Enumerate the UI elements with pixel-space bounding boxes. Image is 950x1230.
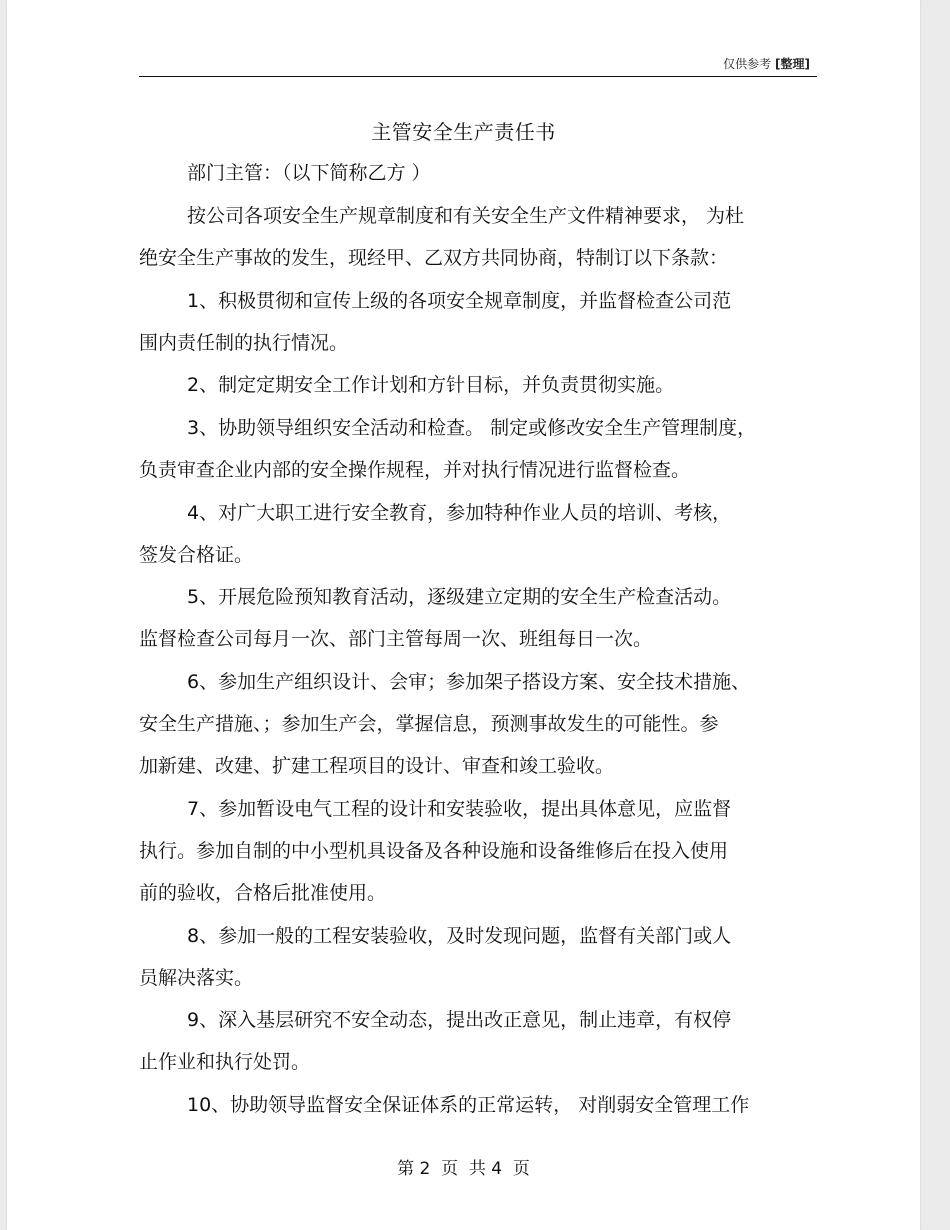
body-line: 4、对广大职工进行安全教育，参加特种作业人员的培训、考核， (187, 502, 732, 524)
body-line: 8、参加一般的工程安装验收，及时发现问题，监督有关部门或人 (187, 925, 732, 947)
body-line: 止作业和执行处罚。 (139, 1051, 311, 1073)
body-line: 5、开展危险预知教育活动，逐级建立定期的安全生产检查活动。 (187, 586, 732, 608)
body-line: 加新建、改建、扩建工程项目的设计、审查和竣工验收。 (139, 755, 615, 777)
body-line: 围内责任制的执行情况。 (139, 332, 349, 354)
body-line: 执行。参加自制的中小型机具设备及各种设施和设备维修后在投入使用 (139, 840, 729, 862)
body-line: 1、积极贯彻和宣传上级的各项安全规章制度，并监督检查公司范 (187, 290, 732, 312)
body-line: 部门主管：（以下简称乙方 ） (187, 162, 431, 184)
body-line: 2、制定定期安全工作计划和方针目标，并负责贯彻实施。 (187, 374, 675, 396)
document-page (7, 0, 920, 1230)
body-line: 绝安全生产事故的发生，现经甲、乙双方共同协商，特制订以下条款： (139, 247, 729, 269)
body-line: 签发合格证。 (139, 544, 254, 566)
body-line: 10、协助领导监督安全保证体系的正常运转， 对削弱安全管理工作 (187, 1094, 750, 1116)
body-line: 3、协助领导组织安全活动和检查。 制定或修改安全生产管理制度， (187, 417, 757, 439)
header-note-text: 仅供参考 (723, 57, 772, 71)
body-line: 监督检查公司每月一次、部门主管每周一次、班组每日一次。 (139, 628, 653, 650)
body-line: 前的验收，合格后批准使用。 (139, 882, 387, 904)
body-line: 9、深入基层研究不安全动态，提出改正意见，制止违章，有权停 (187, 1009, 732, 1031)
body-line: 7、参加暂设电气工程的设计和安装验收，提出具体意见，应监督 (187, 798, 732, 820)
body-line: 安全生产措施、；参加生产会，掌握信息，预测事故发生的可能性。参 (139, 713, 719, 735)
header-divider (139, 76, 817, 77)
body-line: 按公司各项安全生产规章制度和有关安全生产文件精神要求， 为杜 (187, 205, 745, 227)
header-note (723, 55, 810, 72)
page-number-footer: 第 2 页 共 4 页 (397, 1159, 530, 1179)
header-tag: [整理] (775, 57, 810, 71)
body-line: 员解决落实。 (139, 967, 254, 989)
document-title: 主管安全生产责任书 (371, 120, 556, 144)
body-line: 6、参加生产组织设计、会审；参加架子搭设方案、安全技术措施、 (187, 671, 751, 693)
body-line: 负责审查企业内部的安全操作规程，并对执行情况进行监督检查。 (139, 459, 691, 481)
